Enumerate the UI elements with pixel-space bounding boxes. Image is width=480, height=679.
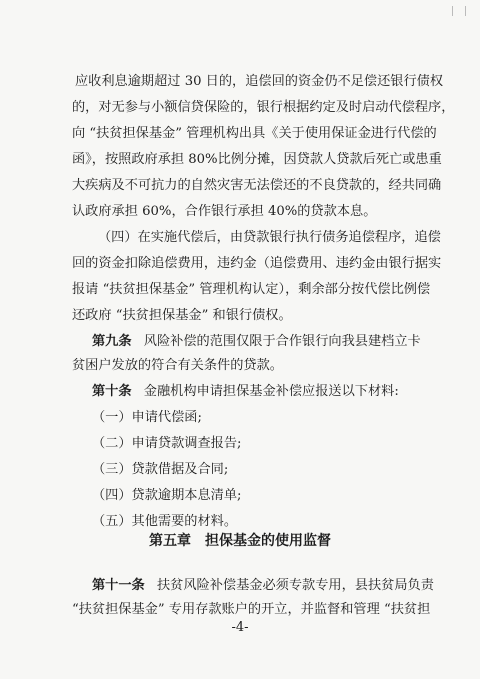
corner-binding-mark bbox=[452, 6, 466, 16]
body-line-10: 还政府 “扶贫担保基金” 和银行债权。 bbox=[72, 308, 292, 323]
body-line-7: （四）在实施代偿后，由贷款银行执行债务追偿程序，追偿 bbox=[98, 230, 441, 245]
article-11-label: 第十一条 bbox=[92, 578, 145, 593]
body-line-8: 回的资金扣除追偿费用，违约金（追偿费用、违约金由银行据实 bbox=[72, 256, 442, 271]
article-11-second-line: “扶贫担保基金” 专用存款账户的开立，并监督和管理 “扶贫担 bbox=[72, 602, 431, 617]
article-10-line bbox=[92, 384, 399, 400]
material-item-2: （二）申请贷款调查报告; bbox=[92, 436, 242, 451]
article-9-second-line: 贫困户发放的符合有关条件的贷款。 bbox=[72, 358, 283, 373]
material-item-3: （三）贷款借据及合同; bbox=[92, 462, 229, 477]
article-10-text: 金融机构申请担保基金补偿应报送以下材料: bbox=[143, 384, 399, 399]
body-line-1: 应收利息逾期超过 30 日的，追偿回的资金仍不足偿还银行债权 bbox=[75, 74, 444, 89]
body-line-4: 函》，按照政府承担 80%比例分摊，因贷款人贷款后死亡或患重 bbox=[72, 152, 442, 167]
article-9-first-line bbox=[92, 334, 421, 350]
body-line-5: 大疾病及不可抗力的自然灾害无法偿还的不良贷款的，经共同确 bbox=[72, 178, 442, 193]
material-item-5: （五）其他需要的材料。 bbox=[92, 514, 238, 529]
material-item-1: （一）申请代偿函; bbox=[92, 410, 202, 425]
body-line-6: 认政府承担 60%，合作银行承担 40%的贷款本息。 bbox=[72, 204, 377, 219]
article-10-label: 第十条 bbox=[92, 384, 132, 399]
article-11-text: 扶贫风险补偿基金必须专款专用，县扶贫局负责 bbox=[156, 578, 434, 593]
article-9-text: 风险补偿的范围仅限于合作银行向我县建档立卡 bbox=[143, 334, 421, 349]
chapter-title: 第五章 担保基金的使用监督 bbox=[149, 533, 331, 549]
body-line-9: 报请 “扶贫担保基金” 管理机构认定），剩余部分按代偿比例偿 bbox=[72, 282, 431, 297]
article-11-first-line bbox=[92, 578, 434, 594]
material-item-4: （四）贷款逾期本息清单; bbox=[92, 488, 242, 503]
page-number: -4- bbox=[231, 620, 249, 635]
article-9-label: 第九条 bbox=[92, 334, 132, 349]
body-line-2: 的，对无参与小额信贷保险的，银行根据约定及时启动代偿程序， bbox=[72, 100, 455, 115]
body-line-3: 向 “扶贫担保基金” 管理机构出具《关于使用保证金进行代偿的 bbox=[72, 126, 437, 141]
